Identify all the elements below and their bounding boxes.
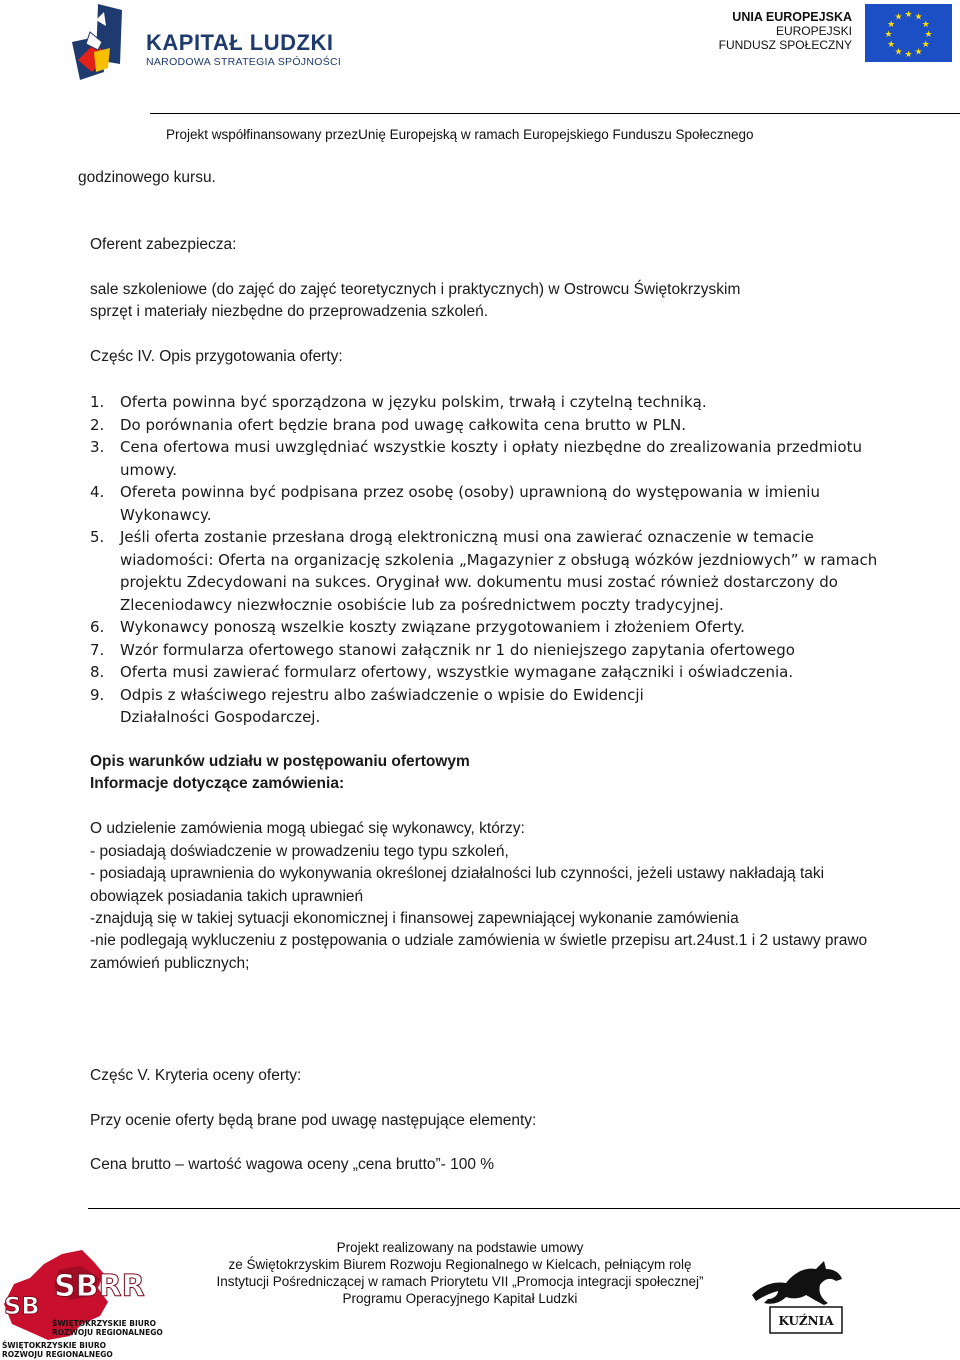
list-item-number: 7. [90, 640, 105, 659]
list-item-number: 8. [90, 663, 105, 681]
list-item-text: Wzór formularza ofertowego stanowi załącznik nr 1 do nieniejszego zapytania ofertowego [120, 640, 795, 659]
eu-label-line1: UNIA EUROPEJSKA [732, 10, 852, 24]
eu-label-line2: EUROPEJSKI [775, 24, 852, 38]
criteria-price: Cena brutto – wartość wagowa oceny „cena brutto”- 100 % [90, 1156, 495, 1173]
list-item-number: 4. [90, 483, 105, 501]
svg-text:★: ★ [921, 40, 930, 50]
sbrr-logo-text: SBRR [54, 1269, 145, 1304]
list-item-text: Do porównania ofert będzie brana pod uwagę całkowita cena brutto w PLN. [120, 415, 687, 434]
svg-text:★: ★ [887, 40, 896, 50]
svg-text:★: ★ [894, 47, 903, 58]
svg-text:SB: SB [4, 1292, 40, 1320]
list-item [90, 526, 880, 616]
footer-line-1: Projekt realizowany na podstawie umowy [336, 1240, 584, 1255]
secures-line-1: sale szkoleniowe (do zajęć do zajęć teoretycznych i praktycznych) w Ostrowcu Świętokrzyskim [90, 281, 741, 298]
list-item-number: 6. [90, 618, 105, 636]
condition-item: -znajdują się w takiej sytuacji ekonomicznej i finansowej zapewniającej wykonanie zamówienia [90, 910, 739, 927]
condition-item: - posiadają uprawnienia do wykonywania określonej działalności lub czynności, jeżeli ustawy nakładają taki obowiązek posiadania takich uprawnień [90, 865, 825, 905]
sbrr-region-icon [0, 1244, 165, 1360]
sbrr-caption-2: ROZWOJU REGIONALNEGO [52, 1328, 163, 1337]
list-item-text: Oferta musi zawierać formularz ofertowy, wszystkie wymagane załączniki i oświadczenia. [120, 663, 794, 681]
list-item [90, 616, 880, 639]
svg-text:★: ★ [904, 10, 913, 20]
svg-text:★: ★ [904, 50, 913, 60]
list-item-text: Cena ofertowa musi uwzględniać wszystkie koszty i opłaty niezbędne do zrealizowania przedmiotu umowy. [120, 438, 862, 479]
condition-item: - posiadają doświadczenie w prowadzeniu tego typu szkoleń, [90, 843, 509, 860]
svg-text:★: ★ [884, 30, 893, 40]
secures-heading: Oferent zabezpiecza: [90, 236, 237, 253]
offer-requirements-list [90, 391, 880, 729]
eu-label-line3: FUNDUSZ SPOŁECZNY [718, 38, 852, 52]
eu-fund-label [719, 10, 852, 52]
svg-text:★: ★ [894, 12, 903, 23]
intro-text: godzinowego kursu. [78, 169, 216, 186]
list-item [90, 391, 880, 414]
footer-line-4: Programu Operacyjnego Kapitał Ludzki [342, 1291, 578, 1306]
list-item-number: 3. [90, 438, 105, 456]
list-item-text: Jeśli oferta zostanie przesłana drogą elektroniczną musi ona zawierać oznaczenie w temacie wiadomości: Oferta na organizację szkolenia „Magazynier z obsługą wózków jezdniowych” w ramach projektu Zdecydowani na sukces. Oryginał ww. dokumentu musi zostać również dostarczony do Zleceniodawcy niezwłocznie osobiście lub za pośrednictwem poczty tradycyjnej. [120, 528, 878, 614]
svg-text:★: ★ [924, 30, 933, 40]
list-item-text: Odpis z właściwego rejestru albo zaświadczenie o wpisie do Ewidencji Działalności Gospodarczej. [120, 685, 644, 726]
svg-text:★: ★ [887, 20, 896, 30]
kapital-ludzki-title: KAPITAŁ LUDZKI [146, 30, 334, 55]
list-item [90, 639, 880, 662]
svg-text:★: ★ [921, 20, 930, 30]
condition-item: -nie podlegają wykluczeniu z postępowania o udziale zamówienia w świetle przepisu art.24ust.1 i 2 ustawy prawo zamówień publicznych; [90, 932, 868, 972]
list-item-number: 5. [90, 528, 105, 546]
sbrr-caption-3: ŚWIĘTOKRZYSKIE BIURO [2, 1341, 107, 1350]
part5-heading [90, 1065, 301, 1088]
list-item [90, 684, 880, 729]
criteria-intro: Przy ocenie oferty będą brane pod uwagę następujące elementy: [90, 1112, 537, 1129]
kuznia-logo [748, 1255, 848, 1335]
list-item-number: 2. [90, 415, 105, 434]
kapital-ludzki-subtitle: NARODOWA STRATEGIA SPÓJNOŚCI [146, 56, 342, 68]
conditions-intro: O udzielenie zamówienia mogą ubiegać się wykonawcy, którzy: [90, 820, 525, 837]
kuznia-label: KUŹNIA [778, 1314, 834, 1328]
kapital-ludzki-emblem-icon [70, 2, 150, 92]
conditions-heading: Opis warunków udziału w postępowaniu ofertowym [90, 753, 470, 770]
footer-divider [88, 1208, 960, 1209]
secures-line-2: sprzęt i materiały niezbędne do przeprowadzenia szkoleń. [90, 303, 489, 320]
list-item-number: 9. [90, 685, 105, 704]
list-item-text: Ofereta powinna być podpisana przez osobę (osoby) uprawnioną do występowania w imieniu Wykonawcy. [120, 483, 820, 524]
eu-flag-icon [865, 4, 952, 62]
order-info-heading: Informacje dotyczące zamówienia: [90, 775, 345, 792]
list-item [90, 661, 880, 684]
sbrr-caption-1: ŚWIĘTOKRZYSKIE BIURO [52, 1319, 157, 1328]
svg-text:★: ★ [914, 12, 923, 23]
header-caption: Projekt współfinansowany przezUnię Europejską w ramach Europejskiego Funduszu Społecznego [166, 127, 754, 142]
part4-heading: Częśc IV. Opis przygotowania oferty: [90, 348, 343, 365]
footer-line-2: ze Świętokrzyskim Biurem Rozwoju Regionalnego w Kielcach, pełniącym rolę [228, 1257, 692, 1272]
header-divider [150, 113, 960, 114]
list-item [90, 414, 880, 437]
list-item [90, 436, 880, 481]
list-item-number: 1. [90, 393, 105, 411]
part5-heading-text: Częśc V. Kryteria oceny oferty: [90, 1067, 302, 1084]
footer-line-3: Instytucji Pośredniczącej w ramach Priorytetu VII „Promocja integracji społecznej” [216, 1274, 704, 1289]
sbrr-logo [0, 1244, 165, 1360]
svg-text:★: ★ [914, 47, 923, 58]
sbrr-caption-4: ROZWOJU REGIONALNEGO [2, 1350, 113, 1359]
list-item [90, 481, 880, 526]
footer-text [150, 1239, 770, 1307]
horse-icon [748, 1255, 848, 1335]
list-item-text: Wykonawcy ponoszą wszelkie koszty związane przygotowaniem i złożeniem Oferty. [120, 618, 745, 636]
list-item-text: Oferta powinna być sporządzona w języku polskim, trwałą i czytelną techniką. [120, 393, 707, 411]
